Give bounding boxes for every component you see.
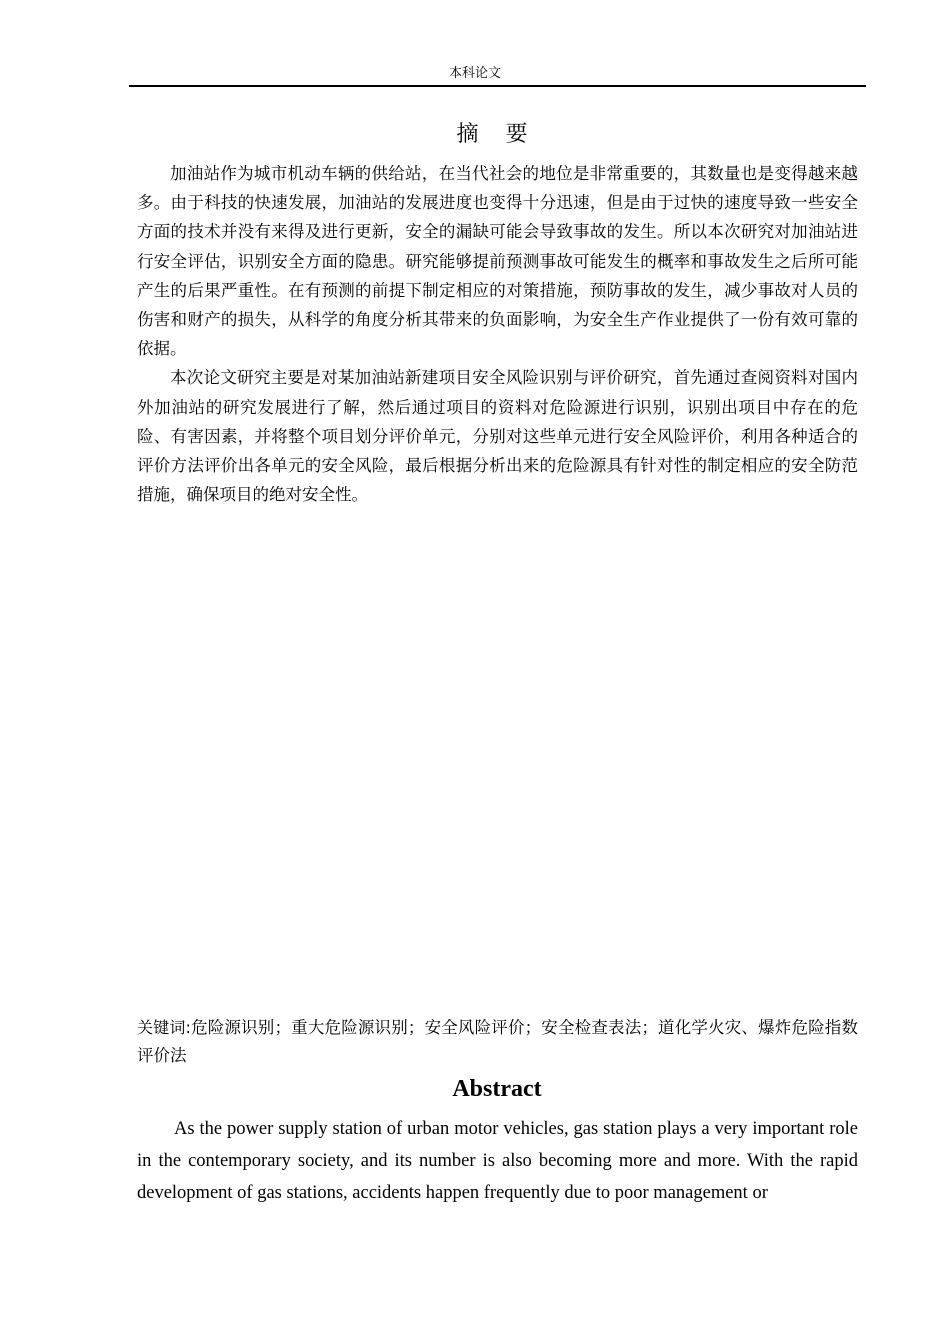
- keywords-text: 危险源识别；重大危险源识别；安全风险评价；安全检查表法；道化学火灾、爆炸危险指数评价法: [137, 1018, 858, 1065]
- keywords-block: [137, 1014, 858, 1070]
- header-rule: [129, 85, 866, 87]
- abstract-en-body: [137, 1113, 858, 1209]
- abstract-cn-paragraph: 加油站作为城市机动车辆的供给站，在当代社会的地位是非常重要的，其数量也是变得越来越多。由于科技的快速发展，加油站的发展进度也变得十分迅速，但是由于过快的速度导致一些安全方面的技术并没有来得及进行更新，安全的漏缺可能会导致事故的发生。所以本次研究对加油站进行安全评估，识别安全方面的隐患。研究能够提前预测事故可能发生的概率和事故发生之后所可能产生的后果严重性。在有预测的前提下制定相应的对策措施，预防事故的发生，减少事故对人员的伤害和财产的损失，从科学的角度分析其带来的负面影响，为安全生产作业提供了一份有效可靠的依据。: [137, 164, 858, 359]
- abstract-en-paragraph: As the power supply station of urban motor vehicles, gas station plays a very important role in the contemporary society, and its number is also becoming more and more. With the rapid development of gas stations, accidents happen frequently due to poor management or: [137, 1119, 858, 1203]
- abstract-cn-title: 摘 要: [456, 122, 538, 147]
- abstract-cn-paragraph: 本次论文研究主要是对某加油站新建项目安全风险识别与评价研究，首先通过查阅资料对国内外加油站的研究发展进行了解，然后通过项目的资料对危险源进行识别，识别出项目中存在的危险、有害因素，并将整个项目划分评价单元，分别对这些单元进行安全风险评价，利用各种适合的评价方法评价出各单元的安全风险，最后根据分析出来的危险源具有针对性的制定相应的安全防范措施，确保项目的绝对安全性。: [137, 368, 858, 505]
- abstract-cn-body: [137, 159, 858, 509]
- running-header: 本科论文: [448, 66, 501, 81]
- keywords-label: 关键词:: [137, 1018, 191, 1037]
- abstract-en-title: Abstract: [452, 1076, 542, 1102]
